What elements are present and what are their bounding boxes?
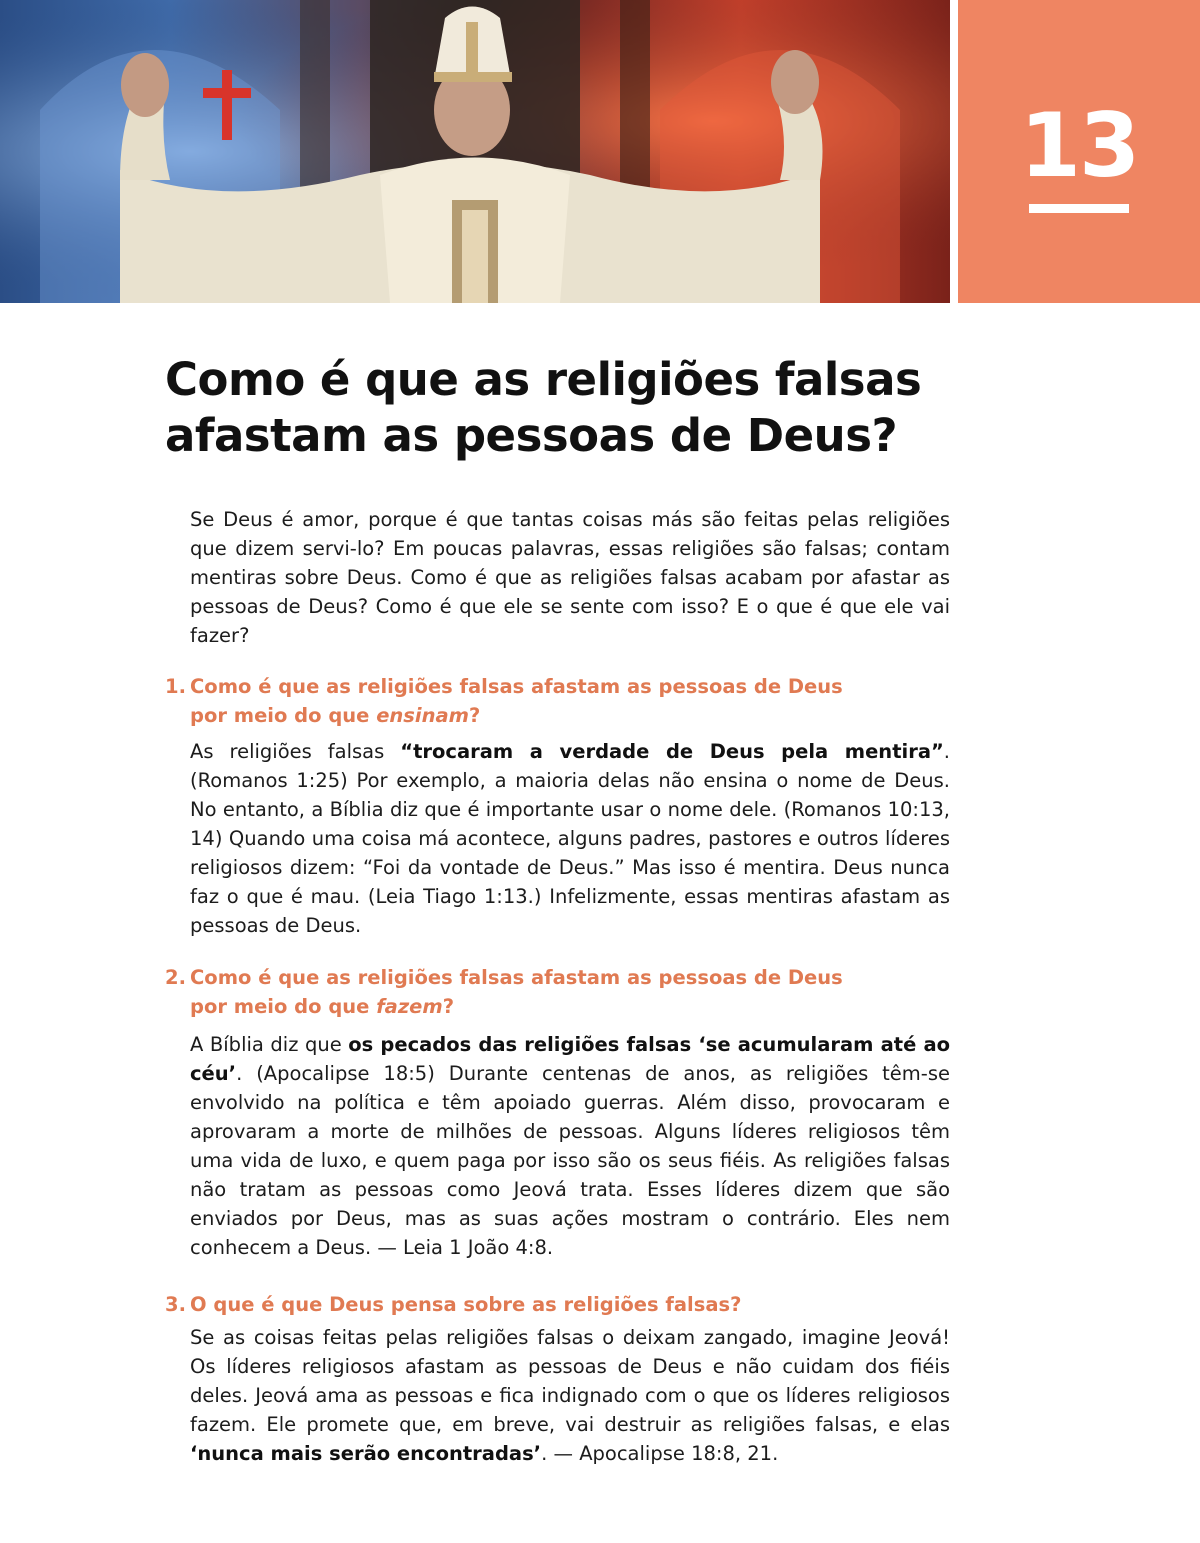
question-2-number: 2. [165, 966, 186, 989]
lesson-badge [958, 0, 1200, 303]
lesson-number: 13 [1019, 94, 1139, 197]
question-1-number: 1. [165, 675, 186, 698]
question-2-line-2-text: por meio do que [190, 995, 377, 1018]
question-2-emphasis: fazem [376, 995, 443, 1018]
question-2-mark: ? [442, 995, 455, 1018]
priest-illustration [0, 0, 950, 303]
answer-1 [190, 737, 950, 940]
question-3-number: 3. [165, 1293, 186, 1316]
question-3 [165, 1290, 955, 1319]
hero-photo [0, 0, 950, 303]
question-1 [165, 672, 955, 730]
answer-1-highlight: “trocaram a verdade de Deus pela mentira” [400, 740, 944, 763]
question-1-line-2-text: por meio do que [190, 704, 377, 727]
page-title [165, 352, 985, 464]
title-line-1: Como é que as religiões falsas [165, 353, 922, 406]
question-3-line-1: O que é que Deus pensa sobre as religiões falsas? [190, 1293, 742, 1316]
answer-2-body: . (Apocalipse 18:5) Durante centenas de anos, as religiões têm-se envolvido na política e têm apoiado guerras. Além disso, provocaram e aprovaram a morte de milhões de pessoas. Alguns líderes religiosos têm uma vida de luxo, e quem paga por isso são os seus fiéis. As religiões falsas não tratam as pessoas como Jeová trata. Esses líderes dizem que são enviados por Deus, mas as suas ações mostram o contrário. Eles nem conhecem a Deus. — Leia 1 João 4:8. [190, 1062, 950, 1259]
answer-2 [190, 1030, 950, 1262]
question-1-mark: ? [468, 704, 481, 727]
answer-2-highlight: os pecados das religiões falsas ‘se acumularam até ao céu’ [190, 1033, 950, 1085]
intro-paragraph: Se Deus é amor, porque é que tantas coisas más são feitas pelas religiões que dizem servi-lo? Em poucas palavras, essas religiões são falsas; contam mentiras sobre Deus. Como é que as religiões falsas acabam por afastar as pessoas de Deus? Como é que ele se sente com isso? E o que é que ele vai fazer? [190, 508, 950, 647]
answer-3-body: . — Apocalipse 18:8, 21. [541, 1442, 779, 1465]
title-line-2: afastam as pessoas de Deus? [165, 409, 898, 462]
answer-1-lead: As religiões falsas [190, 740, 401, 763]
answer-3-highlight: ‘nunca mais serão encontradas’ [190, 1442, 542, 1465]
lesson-number-underline [1029, 204, 1129, 213]
question-2 [165, 963, 955, 1021]
answer-3 [190, 1323, 950, 1468]
question-2-line-1: Como é que as religiões falsas afastam as pessoas de Deus [190, 966, 843, 989]
answer-2-lead: A Bíblia diz que [190, 1033, 349, 1056]
question-1-emphasis: ensinam [376, 704, 469, 727]
question-1-line-1: Como é que as religiões falsas afastam as pessoas de Deus [190, 675, 843, 698]
answer-1-body: . (Romanos 1:25) Por exemplo, a maioria delas não ensina o nome de Deus. No entanto, a Bíblia diz que é importante usar o nome dele. (Romanos 10:13, 14) Quando uma coisa má acontece, alguns padres, pastores e outros líderes religiosos dizem: “Foi da vontade de Deus.” Mas isso é mentira. Deus nunca faz o que é mau. (Leia Tiago 1:13.) Infelizmente, essas mentiras afastam as pessoas de Deus. [190, 740, 950, 937]
answer-3-lead: Se as coisas feitas pelas religiões falsas o deixam zangado, imagine Jeová! Os líderes religiosos afastam as pessoas de Deus e não cuidam dos fiéis deles. Jeová ama as pessoas e fica indignado com o que os líderes religiosos fazem. Ele promete que, em breve, vai destruir as religiões falsas, e elas [190, 1326, 950, 1436]
